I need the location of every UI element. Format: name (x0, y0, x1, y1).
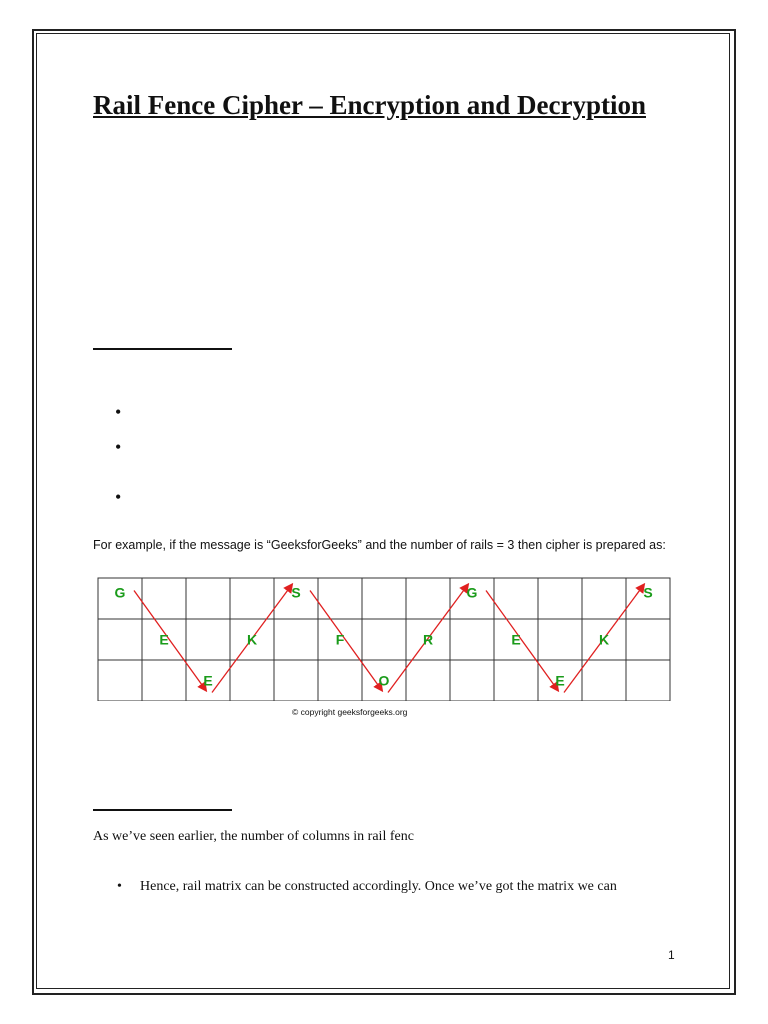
grid-cell (274, 660, 318, 701)
page-title: Rail Fence Cipher – Encryption and Decryption (93, 90, 646, 120)
grid-cell (274, 619, 318, 660)
grid-cell (494, 578, 538, 619)
cipher-letter: K (598, 631, 610, 648)
grid-cell (318, 660, 362, 701)
grid-cell (98, 619, 142, 660)
grid-cell (450, 619, 494, 660)
cipher-letter: O (378, 672, 390, 689)
grid-cell (494, 660, 538, 701)
copyright-caption: © copyright geeksforgeeks.org (292, 707, 408, 717)
grid-cell (362, 578, 406, 619)
grid-cell (538, 619, 582, 660)
grid-cell (626, 660, 670, 701)
page-inner-border (36, 33, 730, 989)
cipher-letter: G (114, 584, 126, 601)
bullet-point-3: • (115, 487, 122, 507)
grid-cell (406, 578, 450, 619)
grid-cell (582, 660, 626, 701)
example-text: For example, if the message is “GeeksforGeeks” and the number of rails = 3 then cipher is prepared as: (93, 538, 666, 552)
section-heading-rule (93, 348, 232, 350)
bullet-paragraph-text: Hence, rail matrix can be constructed accordingly. Once we’ve got the matrix we can (140, 879, 617, 894)
grid-cell (582, 578, 626, 619)
bullet-point-2: • (115, 437, 122, 457)
cipher-letter: G (466, 584, 478, 601)
grid-cell (98, 660, 142, 701)
zigzag-arrow (486, 591, 558, 691)
grid-cell (186, 578, 230, 619)
cipher-letter: E (203, 672, 213, 689)
grid-cell (230, 660, 274, 701)
cipher-letter: E (511, 631, 521, 648)
grid-cell (230, 578, 274, 619)
grid-cell (142, 660, 186, 701)
cipher-letter: K (246, 631, 258, 648)
grid-cell (450, 660, 494, 701)
grid-cell (186, 619, 230, 660)
grid-cell (626, 619, 670, 660)
cipher-letter: E (555, 672, 565, 689)
grid-cell (406, 660, 450, 701)
page-number: 1 (668, 948, 675, 962)
bullet-paragraph-marker: • (117, 879, 122, 894)
body-paragraph: As we’ve seen earlier, the number of columns in rail fenc (93, 829, 414, 844)
section-heading-rule-2 (93, 809, 232, 811)
cipher-letter: F (335, 631, 345, 648)
zigzag-arrow (134, 591, 206, 691)
cipher-letter: S (643, 584, 653, 601)
grid-cell (318, 578, 362, 619)
cipher-letter: S (291, 584, 301, 601)
grid-cell (362, 619, 406, 660)
cipher-letter: E (159, 631, 169, 648)
rail-fence-diagram (97, 577, 671, 701)
grid-cell (538, 578, 582, 619)
grid-cell (142, 578, 186, 619)
zigzag-arrow (310, 591, 382, 691)
cipher-letter: R (422, 631, 434, 648)
bullet-point-1: • (115, 402, 122, 422)
